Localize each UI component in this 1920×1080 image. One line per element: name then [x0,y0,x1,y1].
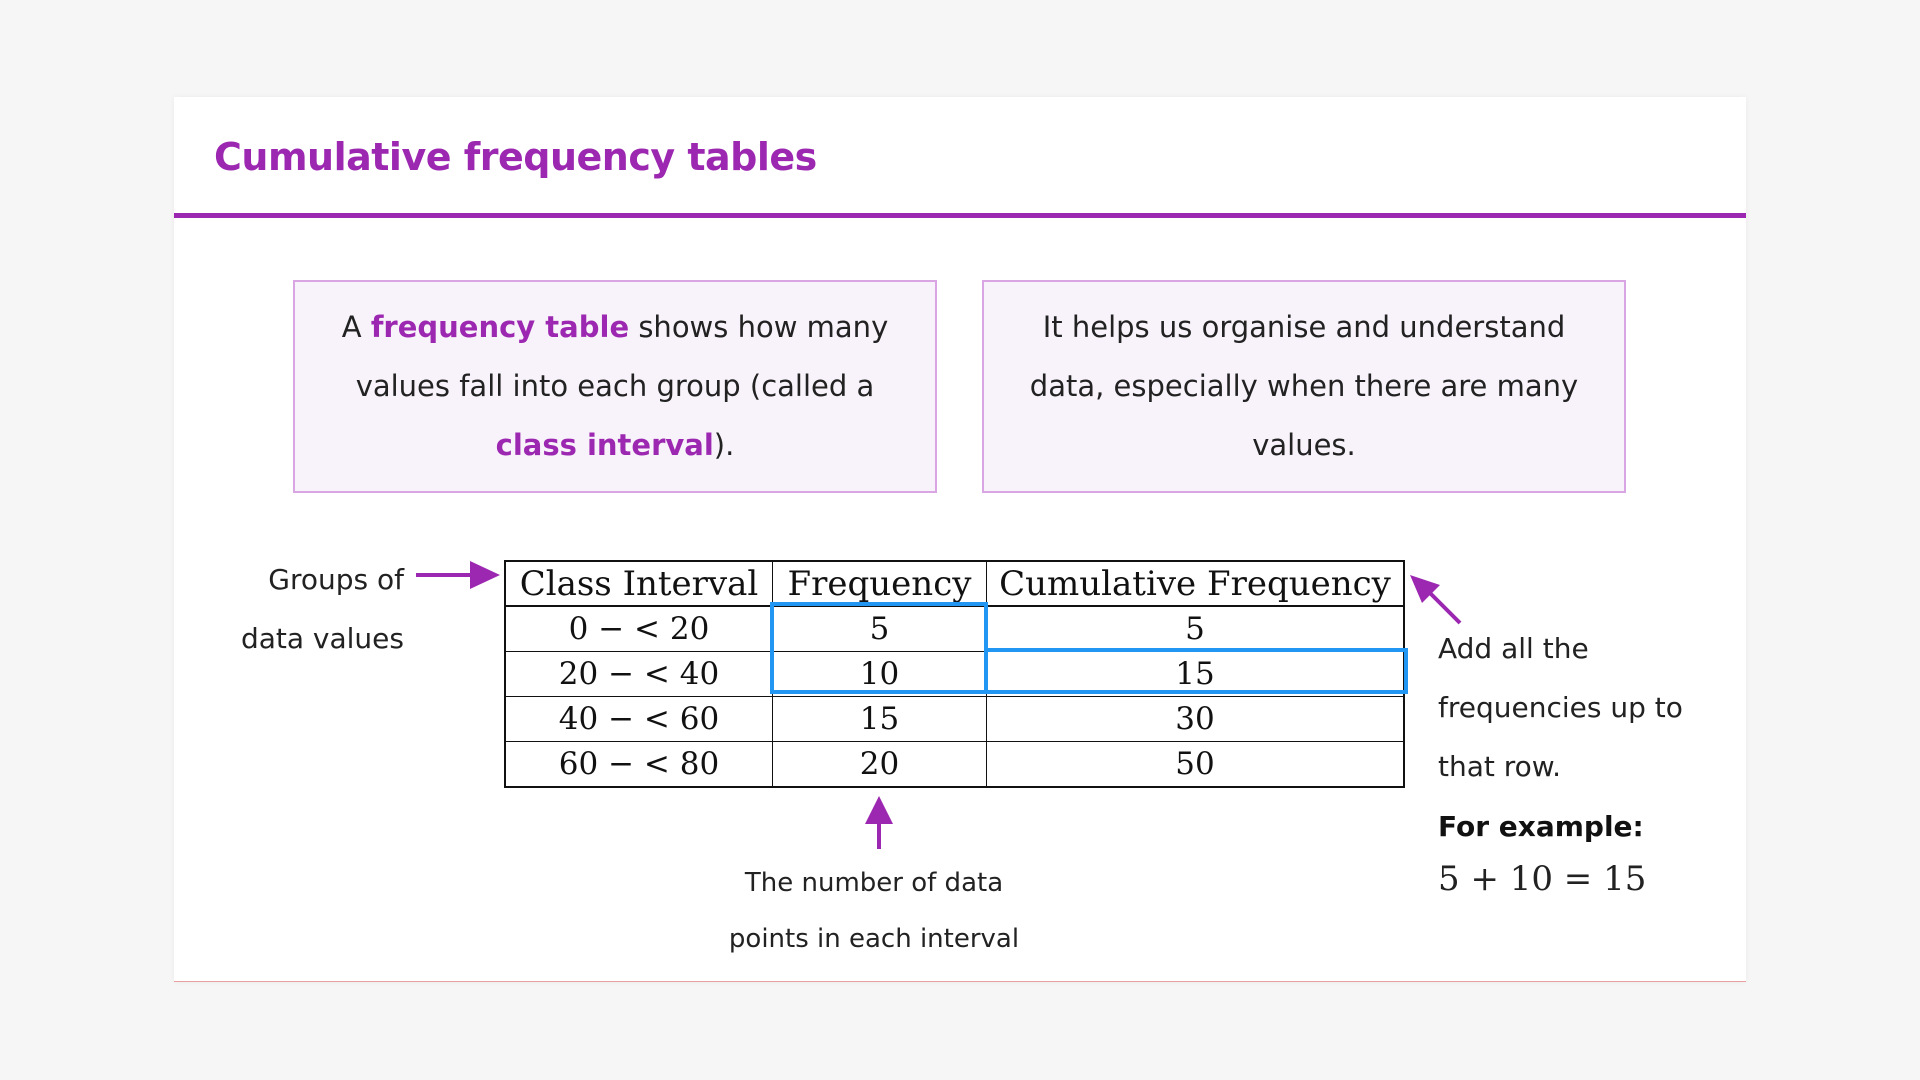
class-interval-term: class interval [495,428,714,462]
header-class-interval: Class Interval [505,561,773,606]
groups-annotation-line1: Groups of [268,563,404,596]
add-annotation-line1: Add all the [1438,632,1589,665]
purpose-text: It helps us organise and understand data, especially when there are many values. [1029,310,1579,462]
cell-cumulative-frequency: 50 [987,742,1405,788]
cell-frequency: 20 [773,742,987,788]
header-frequency: Frequency [773,561,987,606]
definition-text-part2: shows how many values fall into each group (called a [355,310,889,403]
cell-frequency: 10 [773,652,987,697]
example-label: For example: [1438,810,1644,843]
arrow-right-icon [416,561,500,589]
points-annotation-line1: The number of data [744,868,1004,898]
cell-class-interval: 60 − < 80 [505,742,773,788]
slide-card [174,97,1746,982]
example-equation: 5 + 10 = 15 [1438,859,1647,899]
cell-frequency: 5 [773,606,987,652]
header-cumulative-frequency: Cumulative Frequency [987,561,1405,606]
definition-text-part3: ). [713,428,735,462]
points-annotation-line2: points in each interval [728,924,1020,954]
annotation-arrows [174,97,1746,981]
cell-cumulative-frequency: 5 [987,606,1405,652]
cell-cumulative-frequency: 15 [987,652,1405,697]
arrow-up-icon [865,796,893,849]
add-annotation-line2: frequencies up to [1438,691,1683,724]
cell-cumulative-frequency: 30 [987,697,1405,742]
cell-frequency: 15 [773,697,987,742]
arrow-diagonal-icon [1410,575,1460,623]
cell-class-interval: 40 − < 60 [505,697,773,742]
definition-text-part1: A [341,310,371,344]
add-annotation-line3: that row. [1438,750,1562,783]
cell-class-interval: 0 − < 20 [505,606,773,652]
cell-class-interval: 20 − < 40 [505,652,773,697]
page-title: Cumulative frequency tables [214,135,817,179]
frequency-table-term: frequency table [370,310,630,344]
groups-annotation-line2: data values [240,622,404,655]
